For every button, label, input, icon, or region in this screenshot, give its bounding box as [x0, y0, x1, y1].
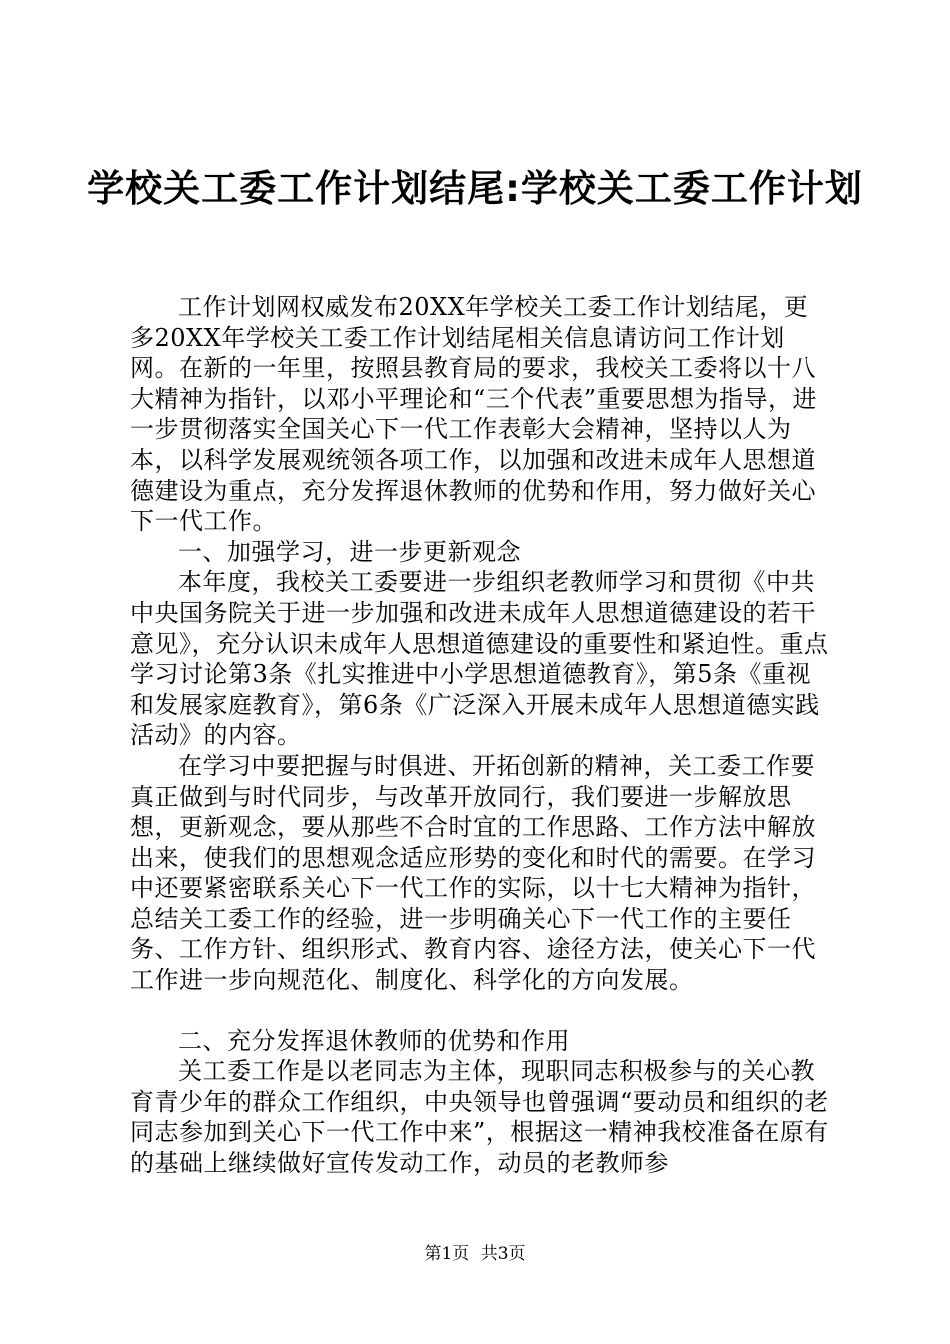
paragraph-study: 本年度，我校关工委要进一步组织老教师学习和贯彻《中共中央国务院关于进一步加强和改进未成年人思想道德建设的若干意见》，充分认识未成年人思想道德建设的重要性和紧迫性。重点学习讨论第3条《扎实推进中小学思想道德教育》，第5条《重视和发展家庭教育》，第6条《广泛深入开展未成年人思想道德实践活动》的内容。 — [130, 568, 829, 750]
document-title: 学校关工委工作计划结尾:学校关工委工作计划 — [87, 167, 863, 210]
page-footer — [0, 1242, 950, 1266]
paragraph-retired-teachers: 关工委工作是以老同志为主体，现职同志积极参与的关心教育青少年的群众工作组织，中央领导也曾强调“要动员和组织的老同志参加到关心下一代工作中来”，根据这一精神我校准备在原有的基础上继续做好宣传发动工作，动员的老教师参 — [130, 1057, 829, 1178]
paragraph-innovation: 在学习中要把握与时俱进、开拓创新的精神，关工委工作要真正做到与时代同步，与改革开放同行，我们要进一步解放思想，更新观念，要从那些不合时宜的工作思路、工作方法中解放出来，使我们的思想观念适应形势的变化和时代的需要。在学习中还要紧密联系关心下一代工作的实际，以十七大精神为指针，总结关工委工作的经验，进一步明确关心下一代工作的主要任务、工作方针、组织形式、教育内容、途径方法，使关心下一代工作进一步向规范化、制度化、科学化的方向发展。 — [130, 751, 816, 995]
page-number-current: 第1页 — [424, 1244, 470, 1264]
paragraph-intro: 工作计划网权威发布20XX年学校关工委工作计划结尾，更多20XX年学校关工委工作计划结尾相关信息请访问工作计划网。在新的一年里，按照县教育局的要求，我校关工委将以十八大精神为指针，以邓小平理论和“三个代表”重要思想为指导，进一步贯彻落实全国关心下一代工作表彰大会精神，坚持以人为本，以科学发展观统领各项工作，以加强和改进未成年人思想道德建设为重点，充分发挥退休教师的优势和作用，努力做好关心下一代工作。 — [130, 293, 818, 536]
document-body — [130, 292, 830, 1179]
section-heading-1: 一、加强学习，进一步更新观念 — [178, 537, 521, 566]
page-number-total: 共3页 — [480, 1244, 526, 1264]
section-heading-2: 二、充分发挥退休教师的优势和作用 — [178, 1026, 570, 1055]
